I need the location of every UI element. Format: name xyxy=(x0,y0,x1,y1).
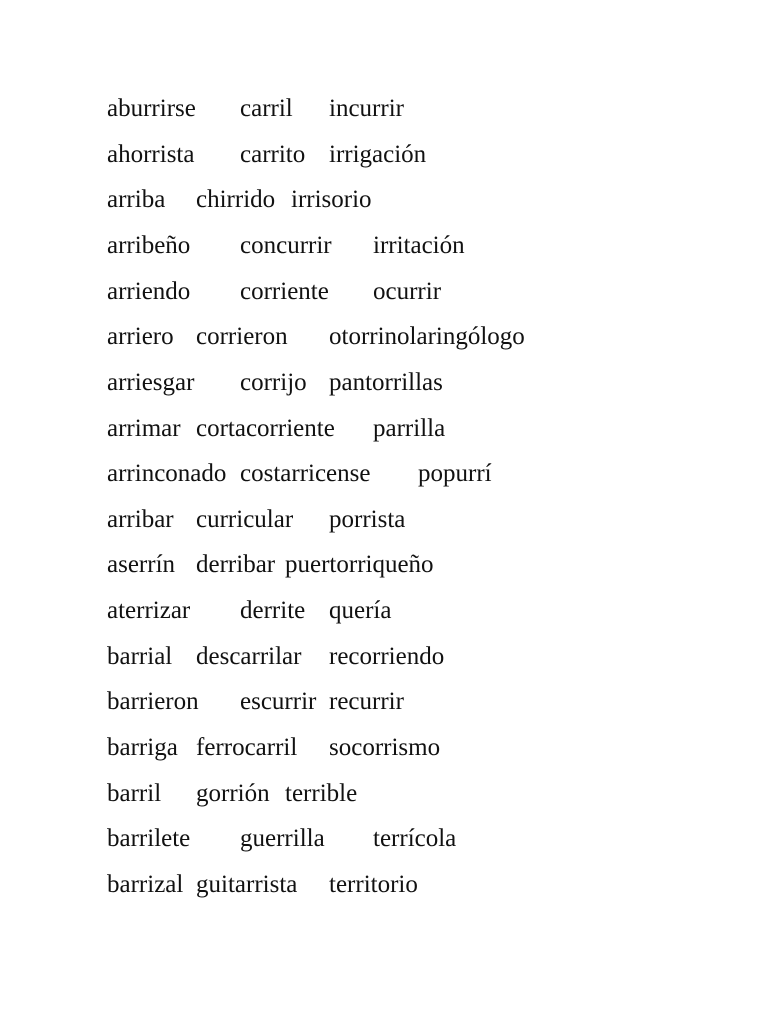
word-line xyxy=(0,733,768,763)
word-col3: terrícola xyxy=(373,825,457,852)
word-col2: guitarrista xyxy=(196,871,298,898)
word-col1: barrilete xyxy=(107,825,191,852)
word-col2: corrieron xyxy=(196,323,288,350)
word-col2: escurrir xyxy=(240,688,317,715)
word-col3: recorriendo xyxy=(329,643,445,670)
word-col2: cortacorriente xyxy=(196,415,335,442)
word-col2: guerrilla xyxy=(240,825,325,852)
word-col2: carrito xyxy=(240,141,306,168)
word-col1: arriba xyxy=(107,186,166,213)
word-col3: otorrinolaringólogo xyxy=(329,323,525,350)
word-col2: derribar xyxy=(196,551,276,578)
word-col2: costarricense xyxy=(240,460,371,487)
word-col3: irrigación xyxy=(329,141,427,168)
word-line xyxy=(0,277,768,307)
word-col1: barril xyxy=(107,780,162,807)
word-col1: aterrizar xyxy=(107,597,191,624)
word-col3: socorrismo xyxy=(329,734,441,761)
word-col3: popurrí xyxy=(418,460,492,487)
word-col3: puertorriqueño xyxy=(285,551,434,578)
word-line xyxy=(0,414,768,444)
word-line xyxy=(0,368,768,398)
word-line xyxy=(0,459,768,489)
word-col3: recurrir xyxy=(329,688,404,715)
word-line xyxy=(0,94,768,124)
word-line xyxy=(0,185,768,215)
word-col1: barrizal xyxy=(107,871,184,898)
word-line xyxy=(0,642,768,672)
word-line xyxy=(0,779,768,809)
word-line xyxy=(0,870,768,900)
word-line xyxy=(0,505,768,535)
word-col3: pantorrillas xyxy=(329,369,443,396)
word-line xyxy=(0,687,768,717)
word-line xyxy=(0,596,768,626)
word-col1: barrial xyxy=(107,643,173,670)
word-line xyxy=(0,140,768,170)
word-col1: aserrín xyxy=(107,551,176,578)
word-col1: arribar xyxy=(107,506,174,533)
word-col3: incurrir xyxy=(329,95,404,122)
word-col1: arrimar xyxy=(107,415,181,442)
word-col3: parrilla xyxy=(373,415,446,442)
word-col3: ocurrir xyxy=(373,278,442,305)
word-col1: arribeño xyxy=(107,232,191,259)
word-col1: barriga xyxy=(107,734,178,761)
word-col3: terrible xyxy=(285,780,358,807)
word-col1: arriero xyxy=(107,323,174,350)
word-col2: corriente xyxy=(240,278,329,305)
word-col1: barrieron xyxy=(107,688,199,715)
word-col1: arriendo xyxy=(107,278,191,305)
word-col1: arriesgar xyxy=(107,369,195,396)
word-line xyxy=(0,824,768,854)
word-col2: descarrilar xyxy=(196,643,302,670)
word-col3: irrisorio xyxy=(291,186,372,213)
word-col2: carril xyxy=(240,95,293,122)
word-col2: corrijo xyxy=(240,369,307,396)
word-col3: irritación xyxy=(373,232,465,259)
word-col3: territorio xyxy=(329,871,418,898)
word-col1: arrinconado xyxy=(107,460,227,487)
word-col2: derrite xyxy=(240,597,306,624)
word-line xyxy=(0,550,768,580)
word-col2: chirrido xyxy=(196,186,276,213)
word-col2: ferrocarril xyxy=(196,734,298,761)
word-col1: ahorrista xyxy=(107,141,195,168)
word-col3: quería xyxy=(329,597,392,624)
word-col2: curricular xyxy=(196,506,294,533)
word-line xyxy=(0,322,768,352)
word-col2: gorrión xyxy=(196,780,270,807)
word-col1: aburrirse xyxy=(107,95,196,122)
word-col3: porrista xyxy=(329,506,406,533)
word-col2: concurrir xyxy=(240,232,332,259)
word-line xyxy=(0,231,768,261)
